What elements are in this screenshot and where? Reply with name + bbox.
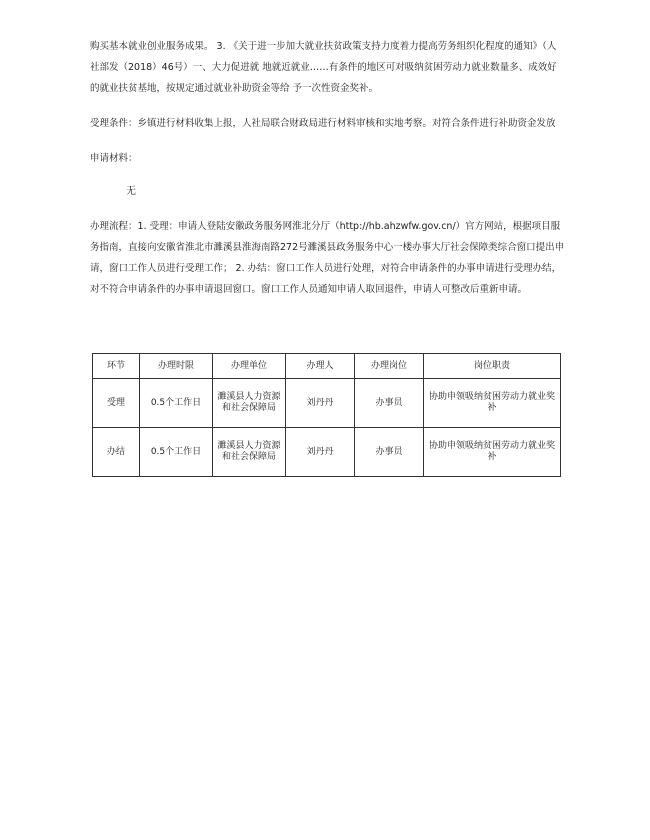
- cell-time-limit: 0.5个工作日: [140, 379, 213, 428]
- cell-unit: 濉溪县人力资源和社会保障局: [213, 428, 286, 477]
- cell-post: 办事员: [355, 379, 424, 428]
- intro-paragraph: 购买基本就业创业服务成果。 3. 《关于进一步加大就业扶贫政策支持力度着力提高劳务组织化程度的通知》（人社部发（2018）46号）一、大力促进就 地就近就业……有条件的地区可对吸纳贫困劳动力就业数量多、成效好的就业扶贫基地，按规定通过就业补助资金等给 予一次性资金奖补。: [90, 41, 557, 94]
- cell-person: 刘丹丹: [286, 379, 355, 428]
- cell-duty: 协助申领吸纳贫困劳动力就业奖补: [424, 379, 561, 428]
- header-unit: 办理单位: [213, 354, 286, 379]
- table-row: [93, 428, 561, 477]
- cell-stage: 办结: [93, 428, 140, 477]
- cell-stage: 受理: [93, 379, 140, 428]
- document-body: [90, 36, 565, 300]
- materials-label: 申请材料：: [90, 153, 138, 164]
- header-time-limit: 办理时限: [140, 354, 213, 379]
- duty-table: [92, 353, 561, 477]
- cell-post: 办事员: [355, 428, 424, 477]
- table-row: [93, 379, 561, 428]
- header-post: 办理岗位: [355, 354, 424, 379]
- cell-person: 刘丹丹: [286, 428, 355, 477]
- cell-duty: 协助申领吸纳贫困劳动力就业奖补: [424, 428, 561, 477]
- process-paragraph: 办理流程：1. 受理：申请人登陆安徽政务服务网淮北分厅（http://hb.ahzwfw.gov.cn/）官方网站，根据项目服务指南，直接向安徽省淮北市濉溪县淮海南路272号濉溪县政务服务中心一楼办事大厅社会保障类综合窗口提出申请，窗口工作人员进行受理工作； 2. 办结：窗口工作人员进行处理，对符合申请条件的办事申请进行受理办结，对不符合申请条件的办事申请退回窗口。窗口工作人员通知申请人取回退件，申请人可整改后重新申请。: [90, 221, 565, 295]
- cell-unit: 濉溪县人力资源和社会保障局: [213, 379, 286, 428]
- table-header-row: [93, 354, 561, 379]
- cell-time-limit: 0.5个工作日: [140, 428, 213, 477]
- materials-value: 无: [126, 186, 136, 197]
- header-duty: 岗位职责: [424, 354, 561, 379]
- accept-conditions-paragraph: 受理条件：乡镇进行材料收集上报，人社局联合财政局进行材料审核和实地考察。对符合条件进行补助资金发放: [90, 118, 556, 129]
- header-person: 办理人: [286, 354, 355, 379]
- header-stage: 环节: [93, 354, 140, 379]
